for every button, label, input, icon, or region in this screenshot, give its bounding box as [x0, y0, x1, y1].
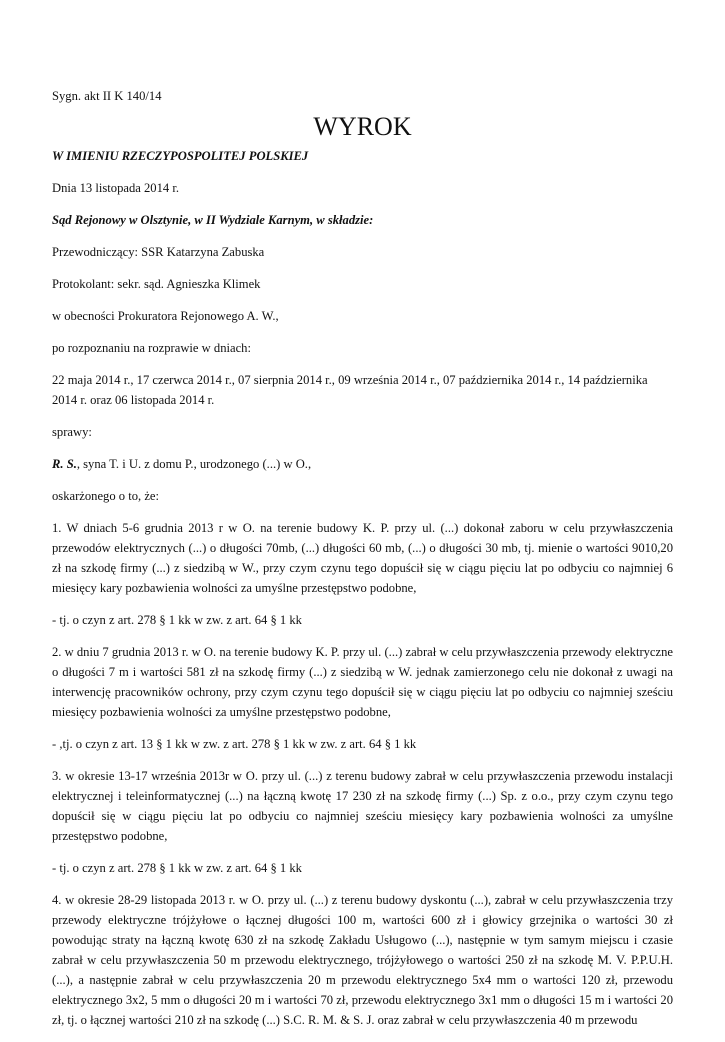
- count-3: 3. w okresie 13-17 września 2013r w O. przy ul. (...) z terenu budowy zabrał w celu przywłaszczenia przewodu instalacji elektrycznej i teleinformatycznej (...) na łączną kwotę 17 230 zł na szkodę firmy (...) Sp. z o.o., przy czym czynu tego dopuścił się w ciągu pięciu lat po odbyciu co najmniej sześciu miesięcy kary pozbawienia wolności za umyślne przestępstwo podobne,: [52, 769, 673, 843]
- count-2: 2. w dniu 7 grudnia 2013 r. w O. na terenie budowy K. P. przy ul. (...) zabrał w celu przywłaszczenia przewody elektryczne o długości 7 m i wartości 581 zł na szkodę firmy (...) z siedzibą w W. jednak zamierzonego celu nie dokonał z uwagi na interwencję pracowników ochrony, przy czym czynu tego dopuścił się w ciągu pięciu lat po odbyciu co najmniej sześciu miesięcy pozbawienia wolności za umyślne przestępstwo podobne,: [52, 645, 673, 719]
- count-1: 1. W dniach 5-6 grudnia 2013 r w O. na terenie budowy K. P. przy ul. (...) dokonał zaboru w celu przywłaszczenia przewodów elektrycznych (...) o długości 70mb, (...) długości 60 mb, (...) o długości 30 mb, tj. mienie o wartości 9010,20 zł na szkodę firmy (...) z siedzibą w W., przy czym czynu tego dopuścił się w ciągu pięciu lat po odbyciu co najmniej 6 miesięcy kary pozbawienia wolności za umyślne przestępstwo podobne,: [52, 521, 673, 595]
- case-label: sprawy:: [52, 425, 92, 439]
- count-1-legal-basis: - tj. o czyn z art. 278 § 1 kk w zw. z art. 64 § 1 kk: [52, 613, 302, 627]
- charges-intro: oskarżonego o to, że:: [52, 489, 160, 503]
- hearing-dates: 22 maja 2014 r., 17 czerwca 2014 r., 07 sierpnia 2014 r., 09 września 2014 r., 07 października 2014 r., 14 października 2014 r. oraz 06 listopada 2014 r.: [52, 373, 648, 407]
- count-2-legal-basis: - ,tj. o czyn z art. 13 § 1 kk w zw. z art. 278 § 1 kk w zw. z art. 64 § 1 kk: [52, 737, 417, 751]
- document-subtitle: W IMIENIU RZECZYPOSPOLITEJ POLSKIEJ: [52, 149, 309, 163]
- count-4: 4. w okresie 28-29 listopada 2013 r. w O. przy ul. (...) z terenu budowy dyskontu (...), zabrał w celu przywłaszczenia trzy przewody elektryczne trójżyłowe o łącznej długości 100 m, wartości 600 zł i głowicy grzejnika o wartości 30 zł powodując straty na łączną kwotę 630 zł na szkodę Zakładu Usługowo (...), następnie w tym samym miejscu i czasie zabrał w celu przywłaszczenia 50 m przewodu elektrycznego, trójżyłowego o wartości 250 zł na szkodę M. V. P.P.U.H. (...), a następnie zabrał w celu przywłaszczenia 20 m przewodu elektrycznego 5x4 mm o wartości 120 zł, przewodu elektrycznego 3x2, 5 mm o długości 20 m i wartości 70 zł, przewodu elektrycznego 3x1 mm o długości 15 m i wartości 20 zł, tj. o łącznej wartości 210 zł na szkodę (...) S.C. R. M. & S. J. oraz zabrał w celu przywłaszczenia 40 m przewodu: [52, 893, 673, 1027]
- hearing-intro: po rozpoznaniu na rozprawie w dniach:: [52, 341, 251, 355]
- judgment-date: Dnia 13 listopada 2014 r.: [52, 181, 179, 195]
- presiding-judge: Przewodniczący: SSR Katarzyna Zabuska: [52, 245, 265, 259]
- document-page: [52, 86, 673, 1042]
- defendant-details: , syna T. i U. z domu P., urodzonego (...) w O.,: [76, 457, 312, 471]
- court-clerk: Protokolant: sekr. sąd. Agnieszka Klimek: [52, 277, 261, 291]
- court-composition: Sąd Rejonowy w Olsztynie, w II Wydziale Karnym, w składzie:: [52, 213, 374, 227]
- defendant-line: [52, 454, 673, 474]
- document-title: WYROK: [313, 112, 412, 141]
- case-signature: Sygn. akt II K 140/14: [52, 89, 162, 103]
- defendant-name: R. S.: [52, 457, 77, 471]
- count-3-legal-basis: - tj. o czyn z art. 278 § 1 kk w zw. z art. 64 § 1 kk: [52, 861, 302, 875]
- prosecutor-presence: w obecności Prokuratora Rejonowego A. W.,: [52, 309, 279, 323]
